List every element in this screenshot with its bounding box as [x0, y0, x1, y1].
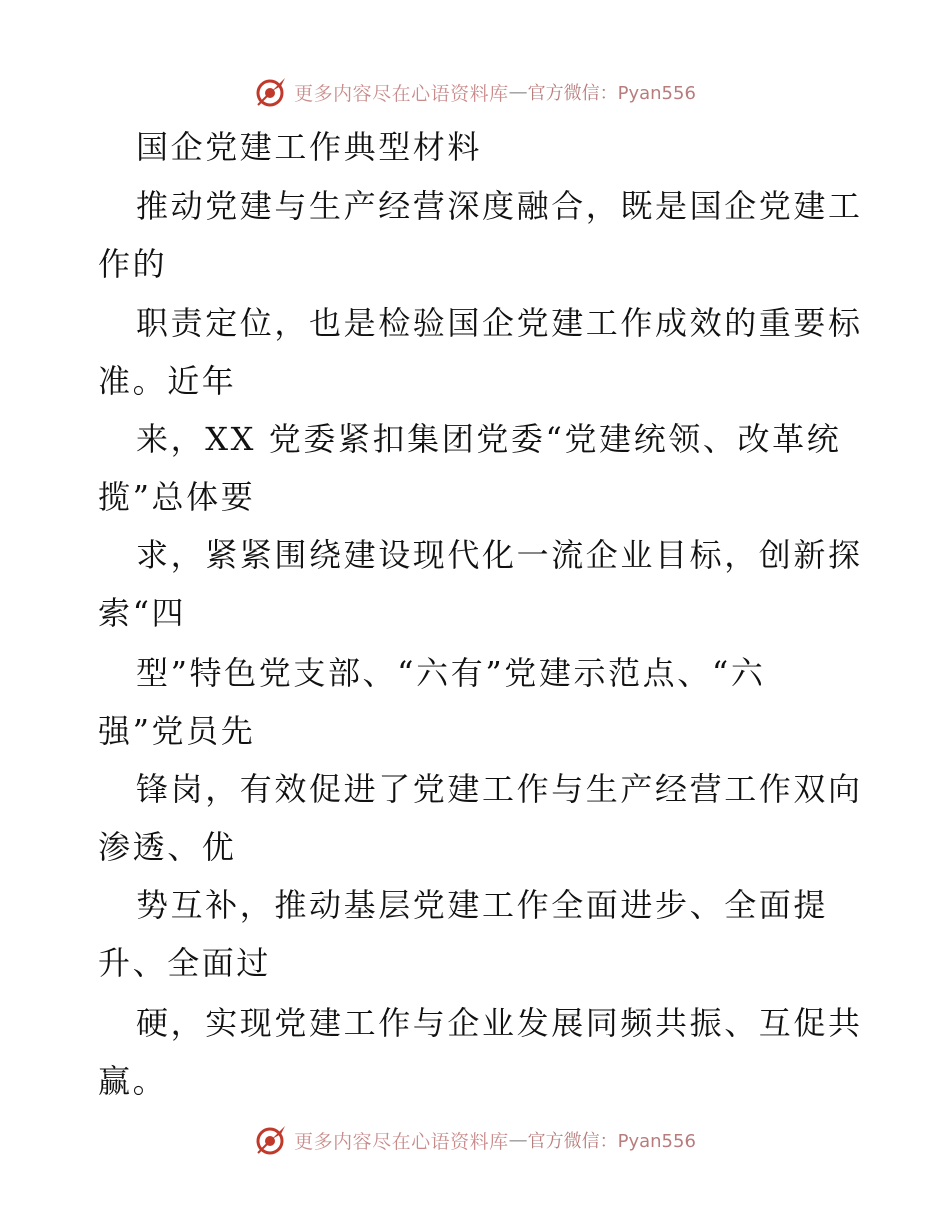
paragraph-line: 职责定位，也是检验国企党建工作成效的重要标 — [136, 304, 863, 342]
paragraph-line: 型”特色党支部、“六有”党建示范点、“六 — [136, 654, 766, 692]
paragraph-line: 准。近年 — [98, 362, 237, 400]
paragraph-line: 赢。 — [98, 1062, 168, 1100]
quill-logo-icon — [254, 1123, 288, 1157]
watermark-text: 更多内容尽在心语资料库 — [294, 1130, 509, 1153]
watermark-dash: — — [508, 81, 528, 103]
header-watermark — [0, 72, 950, 112]
quill-logo-icon — [254, 75, 288, 109]
watermark-dash: — — [508, 1129, 528, 1151]
watermark-text: 更多内容尽在心语资料库 — [294, 82, 509, 105]
paragraph-line: 硬，实现党建工作与企业发展同频共振、互促共 — [136, 1004, 863, 1042]
paragraph-line: 作的 — [98, 245, 168, 283]
paragraph-line: 推动党建与生产经营深度融合，既是国企党建工 — [136, 187, 863, 225]
paragraph-line: 来，XX 党委紧扣集团党委“党建统领、改革统 — [136, 420, 842, 458]
paragraph-line: 势互补，推动基层党建工作全面进步、全面提 — [136, 886, 829, 924]
paragraph-line: 强”党员先 — [98, 712, 256, 750]
footer-watermark — [0, 1120, 950, 1160]
paragraph-line: 锋岗，有效促进了党建工作与生产经营工作双向 — [136, 770, 863, 808]
paragraph-line: 求，紧紧围绕建设现代化一流企业目标，创新探 — [136, 536, 863, 574]
watermark-wechat: 官方微信：Pyan556 — [527, 83, 696, 104]
paragraph-line: 升、全面过 — [98, 944, 272, 982]
paragraph-line: 揽”总体要 — [98, 478, 256, 516]
document-title: 国企党建工作典型材料 — [136, 128, 483, 166]
paragraph-line: 索“四 — [98, 594, 187, 632]
watermark-wechat: 官方微信：Pyan556 — [527, 1131, 696, 1152]
paragraph-line: 渗透、优 — [98, 828, 237, 866]
